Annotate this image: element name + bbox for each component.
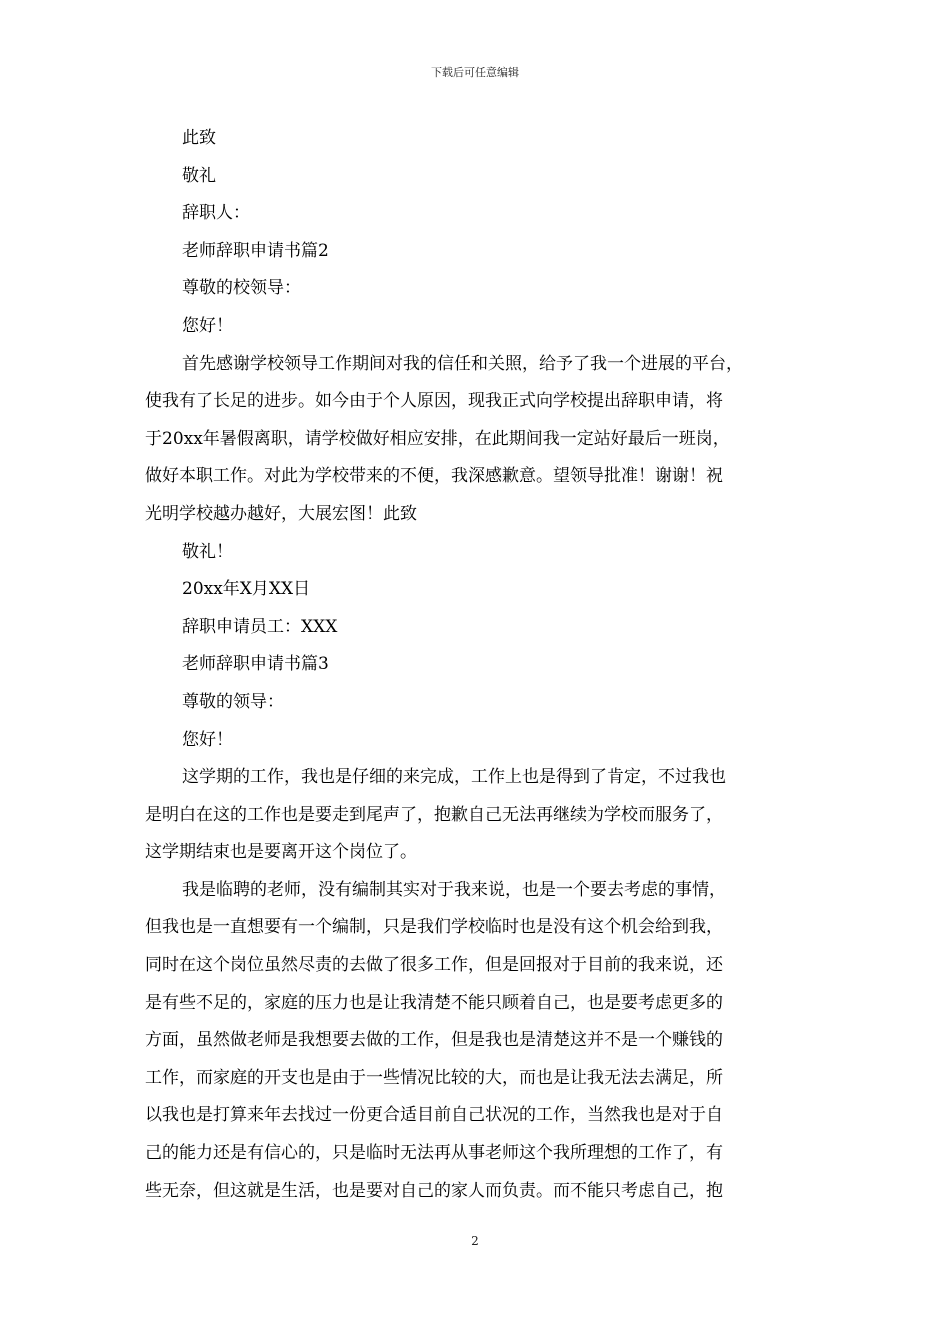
text-line: 尊敬的校领导： xyxy=(182,278,301,299)
text-line: 老师辞职申请书篇3 xyxy=(182,654,329,675)
text-line: 辞职申请员工：XXX xyxy=(182,616,338,637)
text-line: 是明白在这的工作也是要走到尾声了，抱歉自己无法再继续为学校而服务了， xyxy=(145,804,723,825)
text-line: 是有些不足的，家庭的压力也是让我清楚不能只顾着自己，也是要考虑更多的 xyxy=(145,992,723,1013)
text-line: 工作，而家庭的开支也是由于一些情况比较的大，而也是让我无法去满足，所 xyxy=(145,1067,723,1088)
text-line: 敬礼！ xyxy=(182,541,233,562)
text-line: 以我也是打算来年去找过一份更合适目前自己状况的工作，当然我也是对于自 xyxy=(145,1105,723,1126)
text-line: 这学期的工作，我也是仔细的来完成，工作上也是得到了肯定，不过我也 xyxy=(182,767,726,788)
text-line: 做好本职工作。对此为学校带来的不便，我深感歉意。望领导批准！谢谢！祝 xyxy=(145,466,723,487)
text-line: 首先感谢学校领导工作期间对我的信任和关照，给予了我一个进展的平台， xyxy=(182,353,743,374)
page-footer xyxy=(0,1233,950,1249)
page-header xyxy=(0,66,950,80)
text-line: 此致 xyxy=(182,128,216,148)
text-line: 我是临聘的老师，没有编制其实对于我来说，也是一个要去考虑的事情， xyxy=(182,879,726,900)
text-line: 光明学校越办越好，大展宏图！此致 xyxy=(145,503,417,524)
text-line: 您好！ xyxy=(182,729,233,750)
text-line: 辞职人： xyxy=(182,203,250,224)
text-line: 己的能力还是有信心的，只是临时无法再从事老师这个我所理想的工作了，有 xyxy=(145,1143,723,1164)
text-line: 尊敬的领导： xyxy=(182,691,284,712)
text-line: 于20xx年暑假离职，请学校做好相应安排，在此期间我一定站好最后一班岗， xyxy=(145,428,730,449)
text-line: 老师辞职申请书篇2 xyxy=(182,240,329,261)
header-text: 下载后可任意编辑 xyxy=(431,66,519,79)
text-line: 您好！ xyxy=(182,315,233,336)
text-line: 这学期结束也是要离开这个岗位了。 xyxy=(145,842,417,863)
text-line: 但我也是一直想要有一个编制，只是我们学校临时也是没有这个机会给到我， xyxy=(145,917,723,938)
document-body xyxy=(145,120,807,1210)
text-line: 使我有了长足的进步。如今由于个人原因，现我正式向学校提出辞职申请，将 xyxy=(145,391,723,412)
page-number: 2 xyxy=(471,1234,479,1248)
text-line: 些无奈，但这就是生活，也是要对自己的家人而负责。而不能只考虑自己，抱 xyxy=(145,1180,723,1201)
text-line: 敬礼 xyxy=(182,165,216,186)
text-line: 20xx年X月XX日 xyxy=(182,579,311,600)
text-line: 方面，虽然做老师是我想要去做的工作，但是我也是清楚这并不是一个赚钱的 xyxy=(145,1030,723,1051)
text-line: 同时在这个岗位虽然尽责的去做了很多工作，但是回报对于目前的我来说，还 xyxy=(145,955,723,976)
